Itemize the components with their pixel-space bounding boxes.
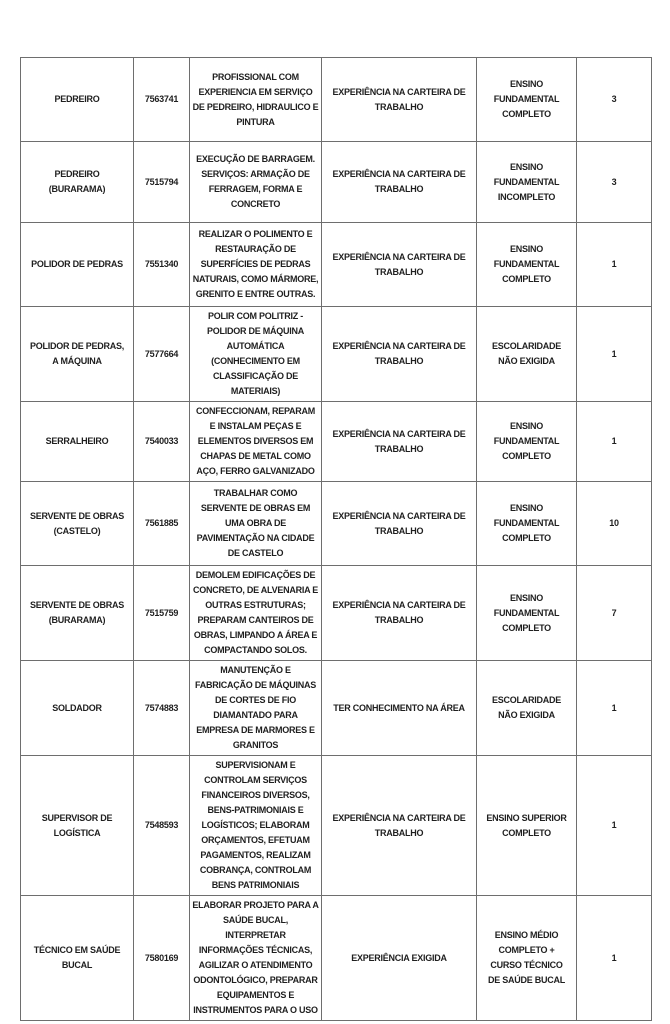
education-cell: ENSINO FUNDAMENTAL INCOMPLETO (477, 142, 577, 223)
description-cell: SUPERVISIONAM E CONTROLAM SERVIÇOS FINANCEIROS DIVERSOS, BENS-PATRIMONIAIS E LOGÍSTICOS; ELABORAM ORÇAMENTOS, EFETUAM PAGAMENTOS, REALIZAM COBRANÇA, CONTROLAM BENS PATRIMONIAIS (190, 756, 322, 896)
experience-cell: EXPERIÊNCIA NA CARTEIRA DE TRABALHO (322, 756, 477, 896)
code-cell: 7574883 (134, 661, 190, 756)
experience-cell: EXPERIÊNCIA NA CARTEIRA DE TRABALHO (322, 566, 477, 661)
description-cell: PROFISSIONAL COM EXPERIENCIA EM SERVIÇO DE PEDREIRO, HIDRAULICO E PINTURA (190, 58, 322, 142)
code-cell: 7515759 (134, 566, 190, 661)
education-cell: ENSINO FUNDAMENTAL COMPLETO (477, 566, 577, 661)
code-cell: 7548593 (134, 756, 190, 896)
education-cell: ENSINO SUPERIOR COMPLETO (477, 756, 577, 896)
experience-cell: TER CONHECIMENTO NA ÁREA (322, 661, 477, 756)
description-cell: EXECUÇÃO DE BARRAGEM. SERVIÇOS: ARMAÇÃO DE FERRAGEM, FORMA E CONCRETO (190, 142, 322, 223)
vacancies-cell: 3 (577, 58, 652, 142)
education-cell: ESCOLARIDADE NÃO EXIGIDA (477, 307, 577, 402)
occupation-cell: POLIDOR DE PEDRAS, A MÁQUINA (21, 307, 134, 402)
experience-cell: EXPERIÊNCIA NA CARTEIRA DE TRABALHO (322, 142, 477, 223)
occupation-cell: TÉCNICO EM SAÚDE BUCAL (21, 896, 134, 1021)
occupation-cell: SERVENTE DE OBRAS (CASTELO) (21, 482, 134, 566)
table-row (21, 482, 652, 566)
vacancies-cell: 1 (577, 307, 652, 402)
occupation-cell: SERRALHEIRO (21, 402, 134, 482)
table-row (21, 661, 652, 756)
description-cell: ELABORAR PROJETO PARA A SAÚDE BUCAL, INTERPRETAR INFORMAÇÕES TÉCNICAS, AGILIZAR O ATENDIMENTO ODONTOLÓGICO, PREPARAR EQUIPAMENTOS E INSTRUMENTOS PARA O USO (190, 896, 322, 1021)
education-cell: ENSINO FUNDAMENTAL COMPLETO (477, 402, 577, 482)
occupation-cell: PEDREIRO (BURARAMA) (21, 142, 134, 223)
occupation-cell: SOLDADOR (21, 661, 134, 756)
experience-cell: EXPERIÊNCIA NA CARTEIRA DE TRABALHO (322, 402, 477, 482)
vacancies-cell: 1 (577, 223, 652, 307)
vacancies-cell: 1 (577, 896, 652, 1021)
description-cell: POLIR COM POLITRIZ - POLIDOR DE MÁQUINA AUTOMÁTICA (CONHECIMENTO EM CLASSIFICAÇÃO DE MATERIAIS) (190, 307, 322, 402)
description-cell: REALIZAR O POLIMENTO E RESTAURAÇÃO DE SUPERFÍCIES DE PEDRAS NATURAIS, COMO MÁRMORE, GRENITO E ENTRE OUTRAS. (190, 223, 322, 307)
vacancies-cell: 3 (577, 142, 652, 223)
description-cell: CONFECCIONAM, REPARAM E INSTALAM PEÇAS E ELEMENTOS DIVERSOS EM CHAPAS DE METAL COMO AÇO, FERRO GALVANIZADO (190, 402, 322, 482)
education-cell: ENSINO FUNDAMENTAL COMPLETO (477, 482, 577, 566)
code-cell: 7540033 (134, 402, 190, 482)
code-cell: 7580169 (134, 896, 190, 1021)
table-row (21, 142, 652, 223)
table-row (21, 307, 652, 402)
occupation-cell: SERVENTE DE OBRAS (BURARAMA) (21, 566, 134, 661)
experience-cell: EXPERIÊNCIA NA CARTEIRA DE TRABALHO (322, 307, 477, 402)
education-cell: ENSINO MÉDIO COMPLETO + CURSO TÉCNICO DE SAÚDE BUCAL (477, 896, 577, 1021)
table-body (21, 58, 652, 1021)
code-cell: 7551340 (134, 223, 190, 307)
experience-cell: EXPERIÊNCIA EXIGIDA (322, 896, 477, 1021)
table-row (21, 756, 652, 896)
vacancies-cell: 1 (577, 402, 652, 482)
experience-cell: EXPERIÊNCIA NA CARTEIRA DE TRABALHO (322, 482, 477, 566)
experience-cell: EXPERIÊNCIA NA CARTEIRA DE TRABALHO (322, 223, 477, 307)
table-row (21, 566, 652, 661)
experience-cell: EXPERIÊNCIA NA CARTEIRA DE TRABALHO (322, 58, 477, 142)
occupation-cell: POLIDOR DE PEDRAS (21, 223, 134, 307)
education-cell: ESCOLARIDADE NÃO EXIGIDA (477, 661, 577, 756)
description-cell: MANUTENÇÃO E FABRICAÇÃO DE MÁQUINAS DE CORTES DE FIO DIAMANTADO PARA EMPRESA DE MARMORES E GRANITOS (190, 661, 322, 756)
code-cell: 7563741 (134, 58, 190, 142)
table-row (21, 896, 652, 1021)
description-cell: DEMOLEM EDIFICAÇÕES DE CONCRETO, DE ALVENARIA E OUTRAS ESTRUTURAS; PREPARAM CANTEIROS DE OBRAS, LIMPANDO A ÁREA E COMPACTANDO SOLOS. (190, 566, 322, 661)
occupation-cell: SUPERVISOR DE LOGÍSTICA (21, 756, 134, 896)
job-vacancies-table (20, 57, 652, 1021)
code-cell: 7515794 (134, 142, 190, 223)
vacancies-cell: 1 (577, 661, 652, 756)
vacancies-cell: 7 (577, 566, 652, 661)
table-row (21, 58, 652, 142)
table-row (21, 223, 652, 307)
table-row (21, 402, 652, 482)
vacancies-cell: 1 (577, 756, 652, 896)
code-cell: 7561885 (134, 482, 190, 566)
vacancies-cell: 10 (577, 482, 652, 566)
occupation-cell: PEDREIRO (21, 58, 134, 142)
education-cell: ENSINO FUNDAMENTAL COMPLETO (477, 58, 577, 142)
description-cell: TRABALHAR COMO SERVENTE DE OBRAS EM UMA OBRA DE PAVIMENTAÇÃO NA CIDADE DE CASTELO (190, 482, 322, 566)
code-cell: 7577664 (134, 307, 190, 402)
education-cell: ENSINO FUNDAMENTAL COMPLETO (477, 223, 577, 307)
